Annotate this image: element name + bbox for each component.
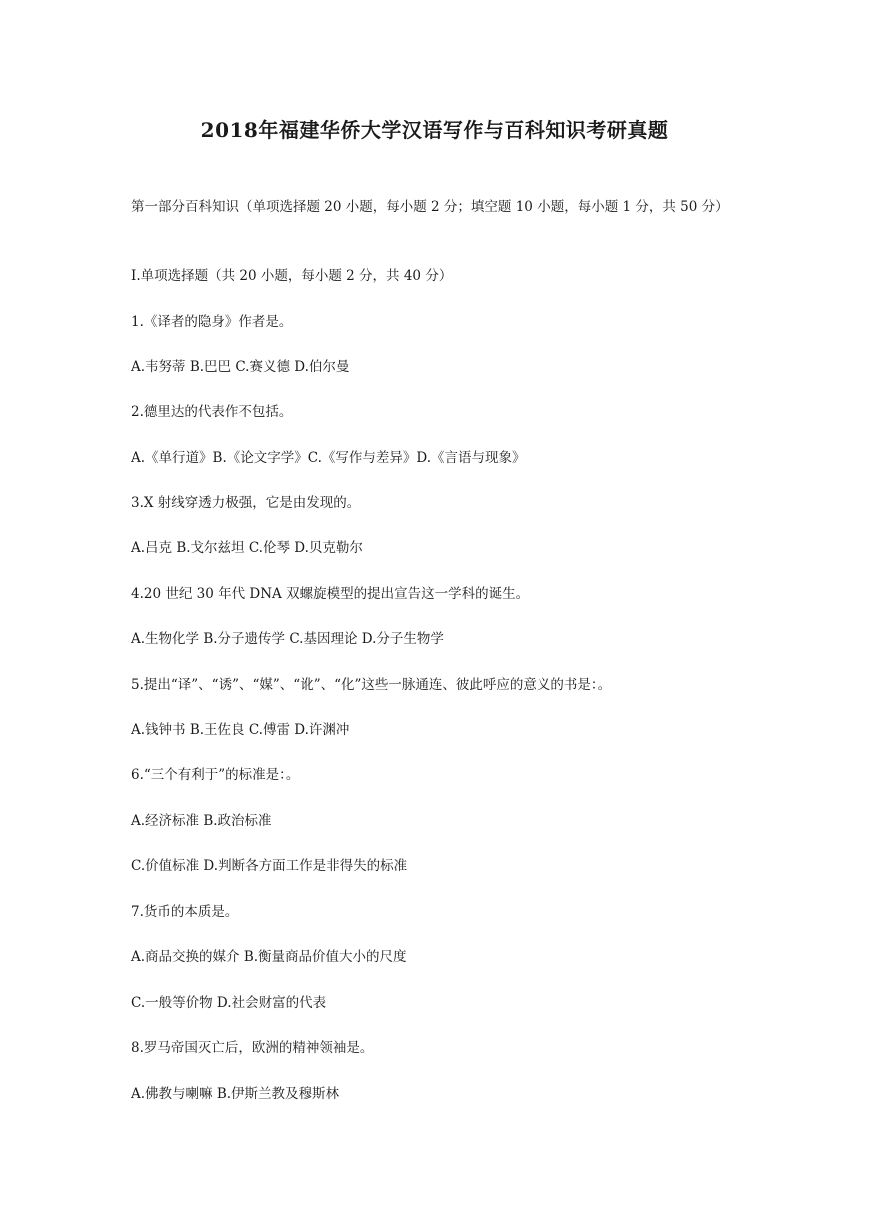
- options-6a: A.经济标准 B.政治标准: [131, 813, 272, 829]
- options-2: A.《单行道》B.《论文字学》C.《写作与差异》D.《言语与现象》: [131, 450, 526, 466]
- options-7a: A.商品交换的媒介 B.衡量商品价值大小的尺度: [131, 949, 407, 965]
- document-title: 2018年福建华侨大学汉语写作与百科知识考研真题: [200, 118, 669, 142]
- part-heading: 第一部分百科知识（单项选择题 20 小题，每小题 2 分；填空题 10 小题，每小题 1 分，共 50 分）: [131, 199, 729, 215]
- options-5: A.钱钟书 B.王佐良 C.傅雷 D.许渊冲: [131, 722, 350, 738]
- section-heading: Ⅰ.单项选择题（共 20 小题，每小题 2 分，共 40 分）: [131, 268, 453, 284]
- question-3: 3.X 射线穿透力极强，它是由发现的。: [131, 495, 361, 511]
- options-7b: C.一般等价物 D.社会财富的代表: [131, 995, 327, 1011]
- question-1: 1.《译者的隐身》作者是。: [131, 314, 293, 330]
- options-3: A.吕克 B.戈尔兹坦 C.伦琴 D.贝克勒尔: [131, 540, 363, 556]
- question-6: 6.“三个有利于”的标准是：。: [131, 767, 300, 783]
- options-8a: A.佛教与喇嘛 B.伊斯兰教及穆斯林: [131, 1086, 340, 1102]
- question-2: 2.德里达的代表作不包括。: [131, 404, 293, 420]
- options-4: A.生物化学 B.分子遗传学 C.基因理论 D.分子生物学: [131, 631, 444, 647]
- options-6b: C.价值标准 D.判断各方面工作是非得失的标准: [131, 858, 408, 874]
- question-7: 7.货币的本质是。: [131, 904, 239, 920]
- options-1: A.韦努蒂 B.巴巴 C.赛义德 D.伯尔曼: [131, 359, 350, 375]
- question-8: 8.罗马帝国灭亡后，欧洲的精神领袖是。: [131, 1040, 374, 1056]
- question-5: 5.提出“译”、“诱”、“媒”、“讹”、“化”这些一脉通连、彼此呼应的意义的书是：。: [131, 677, 612, 693]
- question-4: 4.20 世纪 30 年代 DNA 双螺旋模型的提出宣告这一学科的诞生。: [131, 586, 530, 602]
